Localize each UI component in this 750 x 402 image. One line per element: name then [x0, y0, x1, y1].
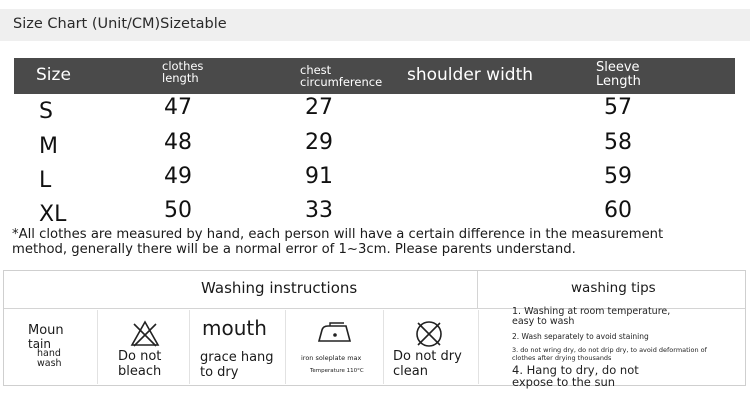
cell-chest: 33	[305, 198, 333, 223]
cell-length: 48	[164, 130, 192, 155]
header-size: Size	[36, 65, 71, 85]
header-clothes-length-line2: length	[162, 71, 199, 85]
tip-4-line1: 4. Hang to dry, do not	[512, 363, 639, 377]
cell-sleeve: 59	[604, 164, 632, 189]
hang-dry-line1: grace hang	[200, 350, 274, 365]
cell-length: 47	[164, 95, 192, 120]
cell-chest: 91	[305, 164, 333, 189]
no-bleach-cell	[98, 310, 190, 384]
hang-dry-cell	[190, 310, 286, 384]
cell-chest: 29	[305, 130, 333, 155]
header-sleeve-line1: Sleeve	[596, 60, 640, 75]
header-chest-line1: chest	[300, 63, 332, 77]
hand-wash-small-line1: hand	[37, 348, 61, 359]
no-bleach-icon	[130, 320, 160, 348]
tip-1-line1: 1. Washing at room temperature,	[512, 306, 671, 317]
tip-3-line2: clothes after drying thousands	[512, 354, 612, 362]
cell-sleeve: 60	[604, 198, 632, 223]
no-dry-clean-line1: Do not dry	[393, 349, 462, 364]
header-clothes-length	[162, 60, 203, 84]
no-dry-clean-cell	[384, 310, 479, 384]
measurement-note	[12, 227, 740, 257]
size-table-header	[14, 58, 735, 94]
hang-dry-big: mouth	[202, 316, 267, 340]
tip-1-line2: easy to wash	[512, 316, 575, 327]
title-bar	[0, 9, 750, 41]
cell-length: 49	[164, 164, 192, 189]
tip-4-line2: expose to the sun	[512, 375, 616, 389]
divider	[477, 271, 478, 308]
cell-sleeve: 57	[604, 95, 632, 120]
iron-cell	[286, 310, 384, 384]
no-dry-clean-icon	[414, 319, 444, 349]
page-title: Size Chart (Unit/CM)Sizetable	[13, 16, 227, 32]
washing-instructions-title: Washing instructions	[201, 279, 358, 297]
washing-tips-title: washing tips	[571, 280, 656, 296]
header-sleeve	[596, 61, 641, 89]
no-bleach-line1: Do not	[118, 349, 162, 364]
cell-sleeve: 58	[604, 130, 632, 155]
measurement-note-line2: method, generally there will be a normal error of 1~3cm. Please parents understand.	[12, 242, 576, 257]
measurement-note-line1: *All clothes are measured by hand, each person will have a certain difference in the measurement	[12, 227, 664, 242]
cell-size: S	[39, 99, 53, 124]
iron-icon	[316, 322, 354, 344]
cell-size: XL	[39, 202, 67, 227]
cell-size: L	[39, 168, 52, 193]
hand-wash-big-line1: Moun	[28, 323, 64, 338]
header-chest	[300, 64, 382, 88]
cell-length: 50	[164, 198, 192, 223]
hang-dry-line2: to dry	[200, 365, 239, 380]
cell-chest: 27	[305, 95, 333, 120]
tip-3-line1: 3. do not wring dry, do not drip dry, to avoid deformation of	[512, 346, 707, 354]
no-dry-clean-line2: clean	[393, 364, 428, 379]
header-shoulder: shoulder width	[407, 65, 534, 85]
iron-line2: Temperature 110°C	[310, 368, 364, 374]
hand-wash-cell	[4, 310, 98, 384]
header-chest-line2: circumference	[300, 75, 383, 89]
header-clothes-length-line1: clothes	[162, 59, 204, 73]
cell-size: M	[39, 134, 58, 159]
iron-line1: iron soleplate max	[301, 354, 362, 362]
hand-wash-big-line2: tain	[28, 337, 51, 351]
hand-wash-small-line2: wash	[37, 358, 62, 369]
tip-2: 2. Wash separately to avoid staining	[512, 332, 649, 341]
header-sleeve-line2: Length	[596, 74, 641, 89]
washing-section	[3, 270, 746, 389]
no-bleach-line2: bleach	[118, 364, 162, 379]
